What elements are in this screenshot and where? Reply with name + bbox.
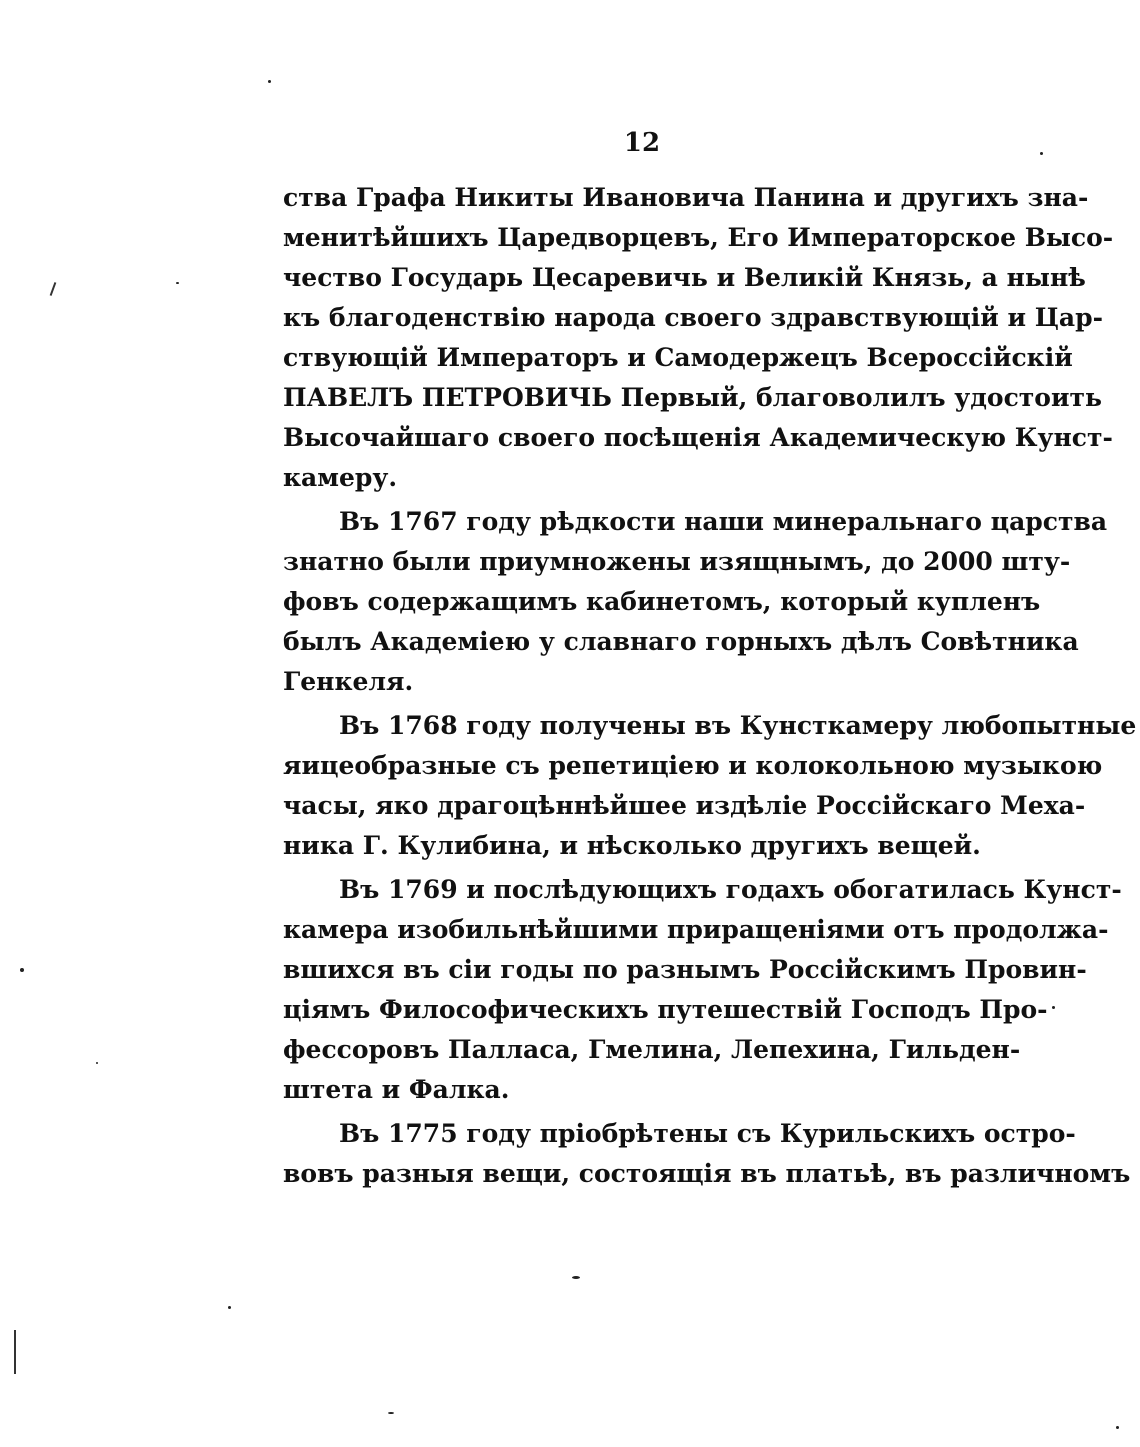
text-line: камера изобильнѣйшими приращеніями отъ продолжа-	[283, 915, 1109, 944]
scan-speck	[20, 968, 24, 972]
body-text	[283, 178, 1137, 1194]
scan-speck	[268, 80, 271, 83]
text-line: фессоровъ Палласа, Гмелина, Лепехина, Гильден-	[283, 1035, 1021, 1064]
scan-speck	[388, 1412, 394, 1414]
paragraph	[283, 178, 1114, 498]
text-line: знатно были приумножены изящнымъ, до 2000 шту-	[283, 547, 1071, 576]
text-line: менитѣйшихъ Царедворцевъ, Его Императорское Высо-	[283, 223, 1114, 252]
text-line: чество Государь Цесаревичь и Великій Князь, а нынѣ	[283, 263, 1086, 292]
scan-speck	[572, 1276, 580, 1279]
text-line: къ благоденствію народа своего здравствующій и Цар-	[283, 303, 1103, 332]
text-line: Въ 1768 году получены въ Кунсткамеру любопытные	[339, 711, 1137, 740]
text-line: вовъ разныя вещи, состоящія въ платьѣ, въ различномъ	[283, 1159, 1131, 1188]
scan-speck	[96, 1062, 98, 1064]
text-line: ства Графа Никиты Ивановича Панина и другихъ зна-	[283, 183, 1089, 212]
text-line: Въ 1767 году рѣдкости наши минеральнаго царства	[339, 507, 1108, 536]
text-line: штета и Фалка.	[283, 1075, 510, 1104]
page-number: 12	[623, 128, 661, 158]
scan-speck	[1040, 152, 1043, 155]
text-line: ПАВЕЛЪ ПЕТРОВИЧЬ Первый, благоволилъ удостоить	[283, 383, 1102, 412]
scan-speck	[176, 282, 179, 284]
text-line: часы, яко драгоцѣннѣйшее издѣліе Россійскаго Меха-	[283, 791, 1086, 820]
text-line: фовъ содержащимъ кабинетомъ, который купленъ	[283, 587, 1041, 616]
text-line: камеру.	[283, 463, 398, 492]
text-line: былъ Академіею у славнаго горныхъ дѣлъ Совѣтника	[283, 627, 1079, 656]
text-line: Въ 1769 и послѣдующихъ годахъ обогатилась Кунст-	[339, 875, 1122, 904]
text-line: Высочайшаго своего посѣщенія Академическую Кунст-	[283, 423, 1113, 452]
paragraph	[283, 870, 1122, 1110]
text-line: вшихся въ сіи годы по разнымъ Россійскимъ Провин-	[283, 955, 1087, 984]
text-line: ника Г. Кулибина, и нѣсколько другихъ вещей.	[283, 831, 981, 860]
scan-scratch	[14, 1330, 16, 1374]
text-line: ціямъ Философическихъ путешествій Господъ Про-	[283, 995, 1048, 1024]
text-line: яицеобразные съ репетиціею и колокольною музыкою	[283, 751, 1103, 780]
scan-speck	[1052, 1006, 1055, 1009]
paragraph	[283, 1114, 1131, 1194]
scan-scratch	[50, 282, 57, 296]
scan-speck	[1116, 1426, 1119, 1429]
text-line: Въ 1775 году пріобрѣтены съ Курильскихъ остро-	[339, 1119, 1076, 1148]
paragraph	[283, 502, 1108, 702]
scan-speck	[228, 1306, 231, 1309]
paragraph	[283, 706, 1137, 866]
text-line: ствующій Императоръ и Самодержецъ Всероссійскій	[283, 343, 1073, 372]
text-line: Генкеля.	[283, 667, 414, 696]
